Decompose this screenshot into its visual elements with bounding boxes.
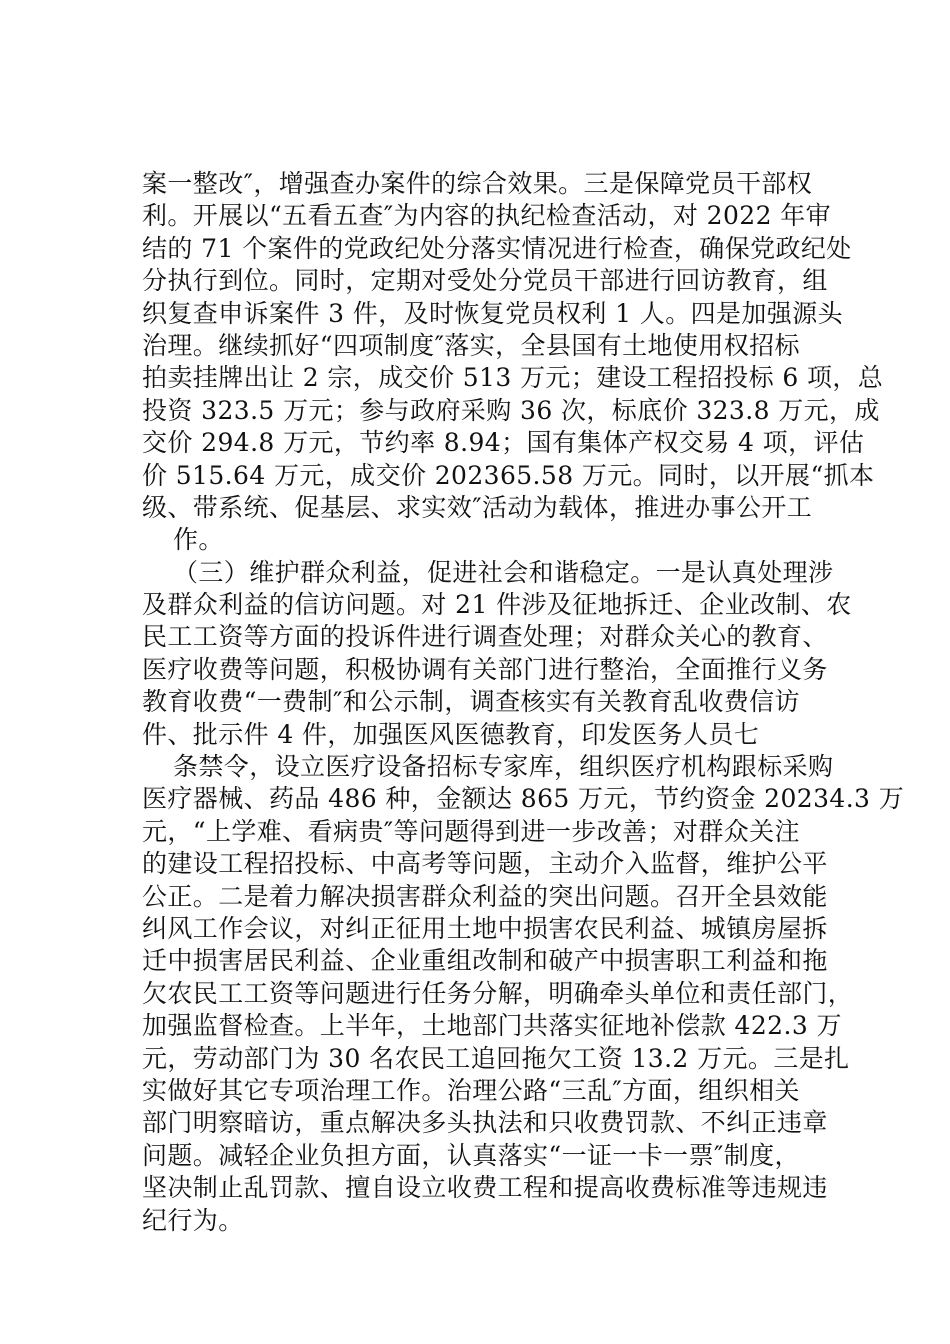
- text-line: 公正。二是着力解决损害群众利益的突出问题。召开全县效能: [142, 881, 828, 911]
- text-line: 治理。继续抓好“四项制度″落实，全县国有土地使用权招标: [142, 330, 800, 360]
- text-line: 医疗收费等问题，积极协调有关部门进行整治，全面推行义务: [142, 654, 828, 684]
- text-line: 织复查申诉案件 3 件，及时恢复党员权利 1 人。四是加强源头: [142, 298, 844, 328]
- text-line: 拍卖挂牌出让 2 宗，成交价 513 万元；建设工程招投标 6 项，总: [142, 363, 884, 393]
- text-line: 元，劳动部门为 30 名农民工追回拖欠工资 13.2 万元。三是扎: [142, 1043, 850, 1073]
- text-line: 级、带系统、促基层、求实效″活动为载体，推进办事公开工: [142, 492, 813, 522]
- text-line: 结的 71 个案件的党政纪处分落实情况进行检查，确保党政纪处: [142, 233, 852, 263]
- text-line: 迁中损害居民利益、企业重组改制和破产中损害职工利益和拖: [142, 946, 828, 976]
- text-line: 条禁令，设立医疗设备招标专家库，组织医疗机构跟标采购: [173, 752, 834, 782]
- text-line: 投资 323.5 万元；参与政府采购 36 次，标底价 323.8 万元，成: [142, 395, 880, 425]
- text-line: 民工工资等方面的投诉件进行调查处理；对群众关心的教育、: [142, 622, 828, 652]
- text-line: 的建设工程招投标、中高考等问题，主动介入监督，维护公平: [142, 849, 828, 879]
- text-line: 实做好其它专项治理工作。治理公路“三乱″方面，组织相关: [142, 1075, 800, 1105]
- section-heading-line: （三）维护群众利益，促进社会和谐稳定。一是认真处理涉: [173, 557, 834, 587]
- body-text: [142, 168, 905, 1237]
- text-line: 作。: [173, 525, 224, 555]
- text-line: 医疗器械、药品 486 种，金额达 865 万元，节约资金 20234.3 万: [142, 784, 905, 814]
- text-line: 件、批示件 4 件，加强医风医德教育，印发医务人员七: [142, 719, 760, 749]
- text-line: 坚决制止乱罚款、擅自设立收费工程和提高收费标准等违规违: [142, 1173, 828, 1203]
- text-line: 分执行到位。同时，定期对受处分党员干部进行回访教育，组: [142, 266, 828, 296]
- text-line: 加强监督检查。上半年，土地部门共落实征地补偿款 422.3 万: [142, 1011, 842, 1041]
- text-line: 问题。减轻企业负担方面，认真落实“一证一卡一票″制度，: [142, 1140, 800, 1170]
- text-line: 纠风工作会议，对纠正征用土地中损害农民利益、城镇房屋拆: [142, 913, 828, 943]
- text-line: 利。开展以“五看五查″为内容的执纪检查活动，对 2022 年审: [142, 201, 832, 231]
- text-line: 及群众利益的信访问题。对 21 件涉及征地拆迁、企业改制、农: [142, 590, 852, 620]
- text-line: 部门明察暗访，重点解决多头执法和只收费罚款、不纠正违章: [142, 1108, 828, 1138]
- text-line: 元，“上学难、看病贵″等问题得到进一步改善；对群众关注: [142, 816, 800, 846]
- text-line: 教育收费“一费制″和公示制，调查核实有关教育乱收费信访: [142, 687, 800, 717]
- text-line: 欠农民工工资等问题进行任务分解，明确牵头单位和责任部门，: [142, 978, 854, 1008]
- text-line: 案一整改″，增强查办案件的综合效果。三是保障党员干部权: [142, 169, 813, 198]
- text-line: 价 515.64 万元，成交价 202365.58 万元。同时，以开展“抓本: [142, 460, 875, 490]
- text-line: 纪行为。: [142, 1205, 244, 1235]
- text-line: 交价 294.8 万元，节约率 8.94；国有集体产权交易 4 项，评估: [142, 428, 865, 458]
